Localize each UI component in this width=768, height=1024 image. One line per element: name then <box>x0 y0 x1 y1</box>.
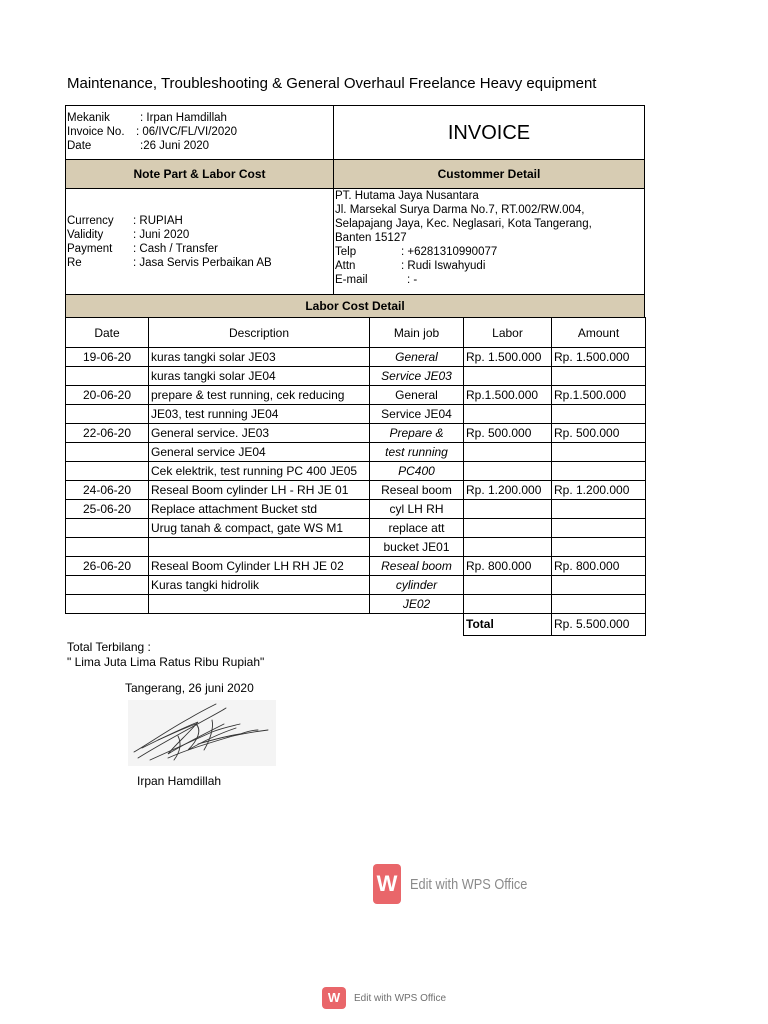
cell-description <box>149 595 370 614</box>
cell-date <box>66 519 149 538</box>
terbilang-label: Total Terbilang : <box>67 640 151 654</box>
cell-amount <box>552 595 646 614</box>
cell-main-job: Service JE03 <box>370 367 464 386</box>
email-value: : - <box>407 274 418 286</box>
cell-date <box>66 576 149 595</box>
cell-main-job: Reseal boom <box>370 557 464 576</box>
cell-labor <box>464 462 552 481</box>
cell-amount: Rp. 1.500.000 <box>552 348 646 367</box>
invoice-no-value: : 06/IVC/FL/VI/2020 <box>136 126 238 138</box>
cell-date <box>66 595 149 614</box>
cell-date: 22-06-20 <box>66 424 149 443</box>
cell-description: prepare & test running, cek reducing <box>149 386 370 405</box>
table-row <box>66 367 646 386</box>
labor-cost-detail-header: Labor Cost Detail <box>65 294 645 318</box>
cell-date <box>66 367 149 386</box>
col-header-labor: Labor <box>464 318 552 348</box>
cell-description: Kuras tangki hidrolik <box>149 576 370 595</box>
labor-cost-table <box>65 317 646 636</box>
customer-address-line2: Selapajang Jaya, Kec. Neglasari, Kota Tangerang, <box>335 218 592 230</box>
table-row <box>66 424 646 443</box>
table-row <box>66 348 646 367</box>
cell-date <box>66 405 149 424</box>
cell-labor <box>464 405 552 424</box>
cell-description: JE03, test running JE04 <box>149 405 370 424</box>
empty-cell <box>66 614 149 636</box>
payment-label: Payment <box>67 243 113 255</box>
empty-cell <box>149 614 370 636</box>
note-part-box <box>65 188 334 295</box>
cell-main-job: Reseal boom <box>370 481 464 500</box>
cell-date <box>66 443 149 462</box>
cell-main-job: cylinder <box>370 576 464 595</box>
cell-labor <box>464 576 552 595</box>
cell-labor <box>464 367 552 386</box>
total-label: Total <box>464 614 552 636</box>
cell-description: kuras tangki solar JE03 <box>149 348 370 367</box>
place-date: Tangerang, 26 juni 2020 <box>125 681 254 695</box>
cell-amount <box>552 367 646 386</box>
table-row <box>66 443 646 462</box>
total-terbilang <box>67 640 264 670</box>
email-label: E-mail <box>335 274 368 286</box>
invoice-title-box <box>333 105 645 160</box>
wps-watermark-text: Edit with WPS Office <box>410 875 528 893</box>
cell-main-job: Service JE04 <box>370 405 464 424</box>
cell-description: Cek elektrik, test running PC 400 JE05 <box>149 462 370 481</box>
cell-amount <box>552 405 646 424</box>
attn-value: : Rudi Iswahyudi <box>401 260 486 272</box>
total-value: Rp. 5.500.000 <box>552 614 646 636</box>
date-label: Date <box>67 140 92 152</box>
cell-main-job: replace att <box>370 519 464 538</box>
customer-address-line1: Jl. Marsekal Surya Darma No.7, RT.002/RW.004, <box>335 204 585 216</box>
currency-value: : RUPIAH <box>133 215 183 227</box>
invoice-no-label: Invoice No. <box>67 126 125 138</box>
cell-description: General service. JE03 <box>149 424 370 443</box>
cell-amount <box>552 576 646 595</box>
cell-description: General service JE04 <box>149 443 370 462</box>
table-header-row <box>66 318 646 348</box>
cell-labor <box>464 595 552 614</box>
cell-main-job: test running <box>370 443 464 462</box>
telp-value: : +6281310990077 <box>401 246 498 258</box>
cell-main-job: General <box>370 386 464 405</box>
terbilang-value: " Lima Juta Lima Ratus Ribu Rupiah" <box>67 655 265 669</box>
note-part-header: Note Part & Labor Cost <box>65 159 334 189</box>
cell-labor: Rp. 500.000 <box>464 424 552 443</box>
telp-label: Telp <box>335 246 357 258</box>
cell-labor <box>464 443 552 462</box>
payment-value: : Cash / Transfer <box>133 243 219 255</box>
mekanik-label: Mekanik <box>67 112 110 124</box>
cell-labor: Rp. 1.500.000 <box>464 348 552 367</box>
customer-address-line3: Banten 15127 <box>335 232 407 244</box>
re-label: Re <box>67 257 82 269</box>
col-header-main-job: Main job <box>370 318 464 348</box>
page-title: Maintenance, Troubleshooting & General Overhaul Freelance Heavy equipment <box>67 75 597 92</box>
cell-description: Urug tanah & compact, gate WS M1 <box>149 519 370 538</box>
table-row <box>66 462 646 481</box>
invoice-meta-box <box>65 105 334 160</box>
cell-amount: Rp. 800.000 <box>552 557 646 576</box>
col-header-amount: Amount <box>552 318 646 348</box>
invoice-title: INVOICE <box>447 122 531 144</box>
cell-date <box>66 462 149 481</box>
cell-amount: Rp. 1.200.000 <box>552 481 646 500</box>
wps-logo-icon: W <box>322 987 346 1009</box>
table-row <box>66 519 646 538</box>
cell-amount <box>552 519 646 538</box>
currency-label: Currency <box>67 215 114 227</box>
re-value: : Jasa Servis Perbaikan AB <box>133 257 272 269</box>
table-row <box>66 500 646 519</box>
cell-main-job: PC400 <box>370 462 464 481</box>
customer-company: PT. Hutama Jaya Nusantara <box>335 190 479 202</box>
cell-date: 20-06-20 <box>66 386 149 405</box>
cell-main-job: Prepare & <box>370 424 464 443</box>
cell-date: 26-06-20 <box>66 557 149 576</box>
cell-date: 25-06-20 <box>66 500 149 519</box>
table-row <box>66 557 646 576</box>
wps-watermark-large <box>373 864 548 904</box>
signature-image <box>128 700 276 766</box>
col-header-date: Date <box>66 318 149 348</box>
empty-cell <box>370 614 464 636</box>
cell-labor: Rp.1.500.000 <box>464 386 552 405</box>
table-row <box>66 576 646 595</box>
col-header-description: Description <box>149 318 370 348</box>
cell-main-job: General <box>370 348 464 367</box>
cell-amount <box>552 500 646 519</box>
attn-label: Attn <box>335 260 356 272</box>
cell-date <box>66 538 149 557</box>
cell-main-job: JE02 <box>370 595 464 614</box>
validity-label: Validity <box>67 229 104 241</box>
cell-main-job: cyl LH RH <box>370 500 464 519</box>
table-row <box>66 595 646 614</box>
cell-description: kuras tangki solar JE04 <box>149 367 370 386</box>
customer-detail-box <box>333 188 645 295</box>
cell-labor <box>464 519 552 538</box>
customer-detail-header: Custommer Detail <box>333 159 645 189</box>
wps-watermark-text: Edit with WPS Office <box>354 992 447 1004</box>
total-row <box>66 614 646 636</box>
table-row <box>66 538 646 557</box>
cell-description: Reseal Boom cylinder LH - RH JE 01 <box>149 481 370 500</box>
date-value: :26 Juni 2020 <box>140 140 210 152</box>
cell-labor <box>464 500 552 519</box>
cell-description: Replace attachment Bucket std <box>149 500 370 519</box>
cell-amount <box>552 462 646 481</box>
cell-amount: Rp. 500.000 <box>552 424 646 443</box>
cell-description: Reseal Boom Cylinder LH RH JE 02 <box>149 557 370 576</box>
cell-amount <box>552 443 646 462</box>
mekanik-value: : Irpan Hamdillah <box>140 112 227 124</box>
table-row <box>66 481 646 500</box>
signer-name: Irpan Hamdillah <box>137 774 222 788</box>
cell-description <box>149 538 370 557</box>
wps-watermark-small[interactable] <box>322 987 446 1009</box>
cell-main-job: bucket JE01 <box>370 538 464 557</box>
cell-date: 19-06-20 <box>66 348 149 367</box>
table-row <box>66 405 646 424</box>
cell-labor: Rp. 800.000 <box>464 557 552 576</box>
cell-amount <box>552 538 646 557</box>
validity-value: : Juni 2020 <box>133 229 190 241</box>
cell-date: 24-06-20 <box>66 481 149 500</box>
table-row <box>66 386 646 405</box>
cell-labor: Rp. 1.200.000 <box>464 481 552 500</box>
cell-labor <box>464 538 552 557</box>
cell-amount: Rp.1.500.000 <box>552 386 646 405</box>
wps-logo-icon: W <box>373 864 401 904</box>
